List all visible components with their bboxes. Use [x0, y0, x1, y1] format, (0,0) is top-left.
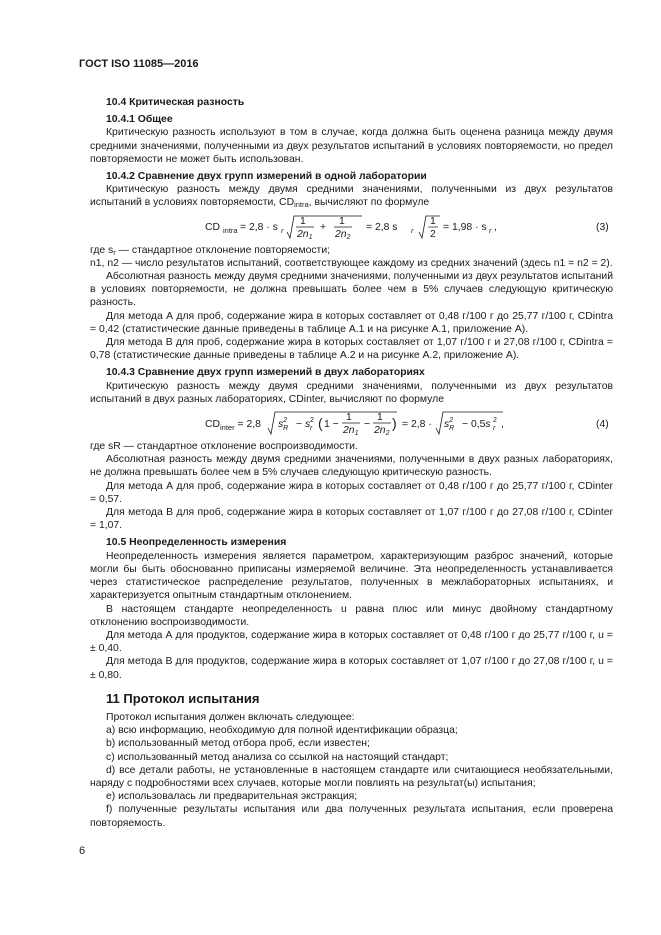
svg-text:r: r: [493, 425, 496, 433]
formula-4-graphic: [90, 408, 613, 438]
svg-text:= 2,8 · s: = 2,8 · s: [240, 221, 278, 233]
svg-text:1 −: 1 −: [324, 419, 339, 431]
svg-text:− s: − s: [296, 419, 311, 431]
svg-text:2n2: 2n2: [335, 228, 351, 241]
heading-10-4: 10.4 Критическая разность: [106, 97, 245, 108]
svg-text:): ): [392, 415, 397, 432]
list-item: f) полученные результаты испытания или два полученных результата испытания, если проверена повторяемость.: [90, 804, 613, 829]
where-sr: где $s_r$ — стандартное отклонение повторяемости;: [90, 244, 331, 257]
svg-text:2n1: 2n1: [297, 228, 313, 241]
svg-text:2: 2: [493, 417, 497, 425]
svg-text:= 1,98 · s: = 1,98 · s: [443, 221, 487, 233]
svg-text:CDinter = 2,8: $CD_{inter} = 2,8$: [205, 419, 261, 433]
para-inter-intro: Критическую разность между двумя средними значениями, полученными из двух результатов испытаний в двух разных лабораториях, CDinter, вычисляют по формуле: [90, 380, 613, 405]
svg-text:2: 2: [430, 228, 436, 240]
svg-text:2n1: 2n1: [343, 425, 359, 438]
svg-text:1: 1: [346, 412, 352, 424]
formula-3: [90, 212, 613, 242]
svg-text:− 0,5s: − 0,5s: [462, 419, 491, 431]
svg-text:1: 1: [430, 215, 436, 227]
para-method-a-intra: Для метода А для проб, содержание жира в которых составляет от 0,48 г/100 г до 25,77 г/100 г, CDintra = 0,42 (статистические данные приведены в таблице А.1 и на рисунке А.1, приложение А).: [90, 310, 613, 335]
list-item: e) использовалась ли предварительная экстракция;: [106, 791, 358, 803]
para-method-b-intra: Для метода В для проб, содержание жира в которых составляет от 1,07 г/100 г и 27,08 г/100 г, CDintra = 0,78 (статистические данные приведены в таблице А.2 и на рисунке А.2, приложение А).: [90, 337, 613, 362]
formula-3-graphic: [90, 212, 613, 242]
para-report-intro: Протокол испытания должен включать следующее:: [106, 711, 355, 723]
svg-text:s2R: $s^2$ R: [278, 417, 289, 433]
heading-11: 11 Протокол испытания: [106, 690, 260, 706]
svg-text:1: 1: [300, 215, 306, 227]
page-number: 6: [79, 845, 86, 857]
svg-text:+: +: [320, 221, 327, 233]
svg-text:= 2,8 s: = 2,8 s: [366, 221, 398, 233]
svg-text:(3): (3): [596, 221, 609, 233]
where-n: n1, n2 — число результатов испытаний, соответствующее каждому из средних значений (здесь n1 = n2 = 2).: [90, 257, 613, 269]
para-general: Критическую разность используют в том в случае, когда должна быть оценена разница между двумя средними значениями, полученными из двух результатов испытаний в условиях повторяемости, но предел повторяемости не может быть использован.: [90, 127, 613, 165]
svg-text:r: r: [489, 225, 492, 235]
svg-text:r: r: [281, 225, 284, 235]
svg-text:intra: intra: [223, 225, 238, 235]
para-uncertainty-2: В настоящем стандарте неопределенность u равна плюс или минус двойному стандартному отклонению воспроизводимости.: [90, 603, 613, 628]
svg-text:,: ,: [494, 221, 497, 233]
svg-text:2n2: 2n2: [374, 425, 390, 438]
list-item: c) использованный метод анализа со ссылкой на настоящий стандарт;: [106, 751, 449, 763]
para-abs-inter: Абсолютная разность между двумя средними значениями, полученными в двух разных лабораториях, не должна превышать более чем в 5% случаев следующую критическую разность.: [90, 454, 613, 479]
svg-text:r: r: [310, 425, 313, 433]
para-method-a-inter: Для метода А для проб, содержание жира в которых составляет от 0,48 г/100 г до 25,77 г/100 г, CDinter = 0,57.: [90, 480, 613, 505]
para-uncertainty-1: Неопределенность измерения является параметром, характеризующим разброс значений, которые могли бы быть обоснованно приписаны измеряемой величине. Эта неопределенность устанавливается через статистическое распределение результатов, полученных в межлабораторных испытаниях, и характеризуется опытным стандартным отклонением.: [90, 550, 613, 602]
svg-text:1: 1: [377, 412, 383, 424]
list-item: d) все детали работы, не установленные в настоящем стандарте или считающиеся необязательными, наряду с подробностями всех случаев, которые могли повлиять на результат(ы) испытания;: [90, 764, 613, 789]
para-abs-intra: Абсолютная разность между двумя средними значениями, полученными из двух результатов испытаний в условиях повторяемости, не должна превышать более чем в 5% случаев следующую критическую разность.: [90, 271, 613, 309]
list-item: a) всю информацию, необходимую для полной идентификации образца;: [106, 725, 458, 737]
heading-10-4-1: 10.4.1 Общее: [106, 114, 173, 126]
heading-10-5: 10.5 Неопределенность измерения: [106, 537, 287, 549]
svg-text:s2R: $s^2$ R: [444, 417, 455, 433]
list-item: b) использованный метод отбора проб, если известен;: [106, 738, 370, 750]
svg-text:(4): (4): [596, 419, 609, 431]
where-sR: где sR — стандартное отклонение воспроизводимости.: [90, 441, 358, 453]
svg-text:= 2,8 ·: = 2,8 ·: [402, 419, 432, 431]
heading-10-4-2: 10.4.2 Сравнение двух групп измерений в одной лаборатории: [106, 171, 427, 183]
section-10-4: [90, 92, 613, 830]
svg-text:(: (: [318, 415, 323, 432]
svg-text:r: r: [411, 225, 414, 235]
svg-text:,: ,: [501, 419, 504, 431]
formula-4: [90, 408, 613, 438]
para-method-b-inter: Для метода В для проб, содержание жира в которых составляет от 1,07 г/100 г до 27,08 г/100 г, CDinter = 1,07.: [90, 507, 613, 532]
para-uncertainty-3: Для метода А для продуктов, содержание жира в которых составляет от 0,48 г/100 г до 25,77 г/100 г, u = ± 0,40.: [90, 629, 613, 655]
para-intra-intro: Критическую разность между двумя средними значениями, полученными из двух результатов испытаний в условиях повторяемости, $CD_{intra}$, вычисляют по формуле: [90, 184, 613, 210]
svg-text:1: 1: [339, 215, 345, 227]
svg-text:2: 2: [310, 417, 314, 425]
para-uncertainty-4: Для метода В для продуктов, содержание жира в которых составляет от 1,07 г/100 г до 27,08 г/100 г, u = ± 0,80.: [90, 656, 613, 681]
f3-lhs: CD: [205, 221, 221, 233]
heading-10-4-3: 10.4.3 Сравнение двух групп измерений в двух лабораториях: [106, 367, 425, 379]
document-header: ГОСТ ISO 11085—2016: [79, 58, 199, 70]
svg-text:−: −: [364, 419, 371, 431]
